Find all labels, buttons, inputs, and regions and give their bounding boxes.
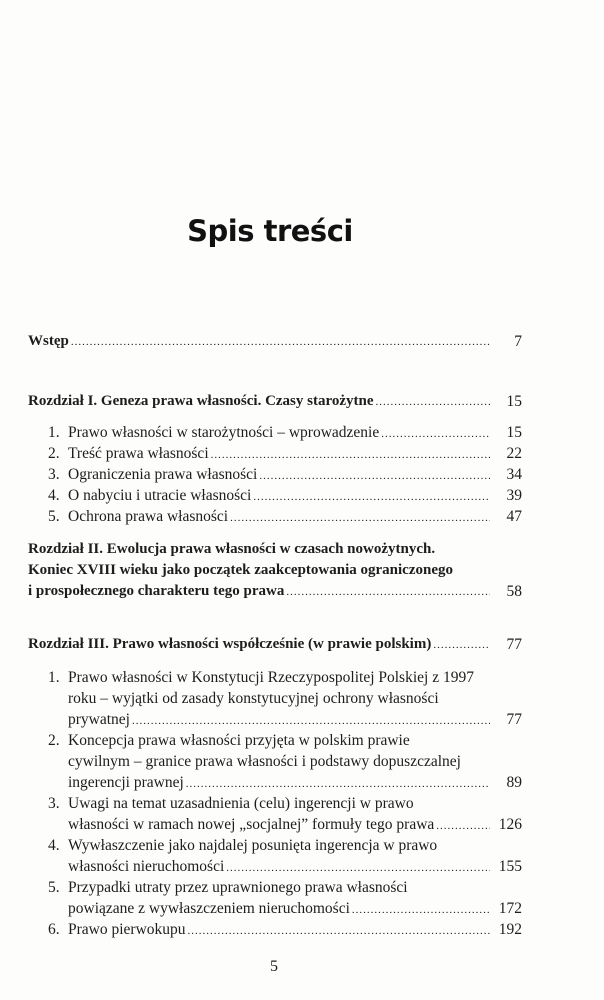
toc-page-number: 58 — [506, 583, 522, 600]
dot-leader — [352, 898, 490, 919]
toc-item-number: 6. — [48, 921, 60, 938]
dot-leader — [211, 443, 490, 464]
dot-leader — [226, 856, 490, 877]
toc-page-number: 7 — [514, 333, 522, 350]
toc-item-line — [68, 688, 520, 709]
toc-item-line — [68, 877, 520, 898]
toc-chapter-line — [28, 560, 520, 581]
toc-entry-text: Prawo własności w starożytności – wprowadzenie — [68, 424, 380, 441]
toc-entry-text: Treść prawa własności — [68, 445, 209, 462]
dot-leader — [186, 772, 490, 793]
toc-item-number: 3. — [48, 466, 60, 483]
page-title: Spis treści — [187, 214, 353, 248]
toc-item-number: 3. — [48, 795, 60, 812]
toc-item-line — [68, 443, 490, 464]
toc-item-line — [68, 751, 520, 772]
toc-entry-text: własności nieruchomości — [68, 858, 225, 875]
toc-item-line — [68, 772, 490, 793]
toc-chapter-line — [28, 539, 520, 560]
toc-item-line — [68, 919, 490, 940]
toc-item-line — [68, 485, 490, 506]
toc-entry-text: Koniec XVIII wieku jako początek zaakceptowania ograniczonego — [28, 562, 453, 578]
toc-item-number: 4. — [48, 487, 60, 504]
toc-page-number: 77 — [506, 636, 522, 653]
toc-page-number: 15 — [506, 424, 522, 441]
toc-page-number: 155 — [498, 858, 522, 875]
toc-chapter-line — [28, 331, 490, 352]
toc-page-number: 22 — [506, 445, 522, 462]
toc-entry-text: powiązane z wywłaszczeniem nieruchomości — [68, 900, 350, 917]
toc-entry-text: Prawo własności w Konstytucji Rzeczypospolitej Polskiej z 1997 — [68, 669, 474, 686]
toc-item-line — [68, 730, 520, 751]
toc-item-number: 2. — [48, 445, 60, 462]
toc-entry-text: Rozdział III. Prawo własności współcześnie (w prawie polskim) — [28, 636, 432, 652]
toc-page-number: 15 — [506, 393, 522, 410]
toc-chapter-line — [28, 581, 490, 602]
toc-item-line — [68, 898, 490, 919]
toc-item-line — [68, 835, 520, 856]
dot-leader — [433, 634, 490, 655]
toc-chapter-line — [28, 634, 490, 655]
toc-item-number: 5. — [48, 879, 60, 896]
toc-page-number: 77 — [506, 711, 522, 728]
toc-item-number: 2. — [48, 732, 60, 749]
toc-page-number: 126 — [498, 816, 522, 833]
toc-chapter-line — [28, 391, 490, 412]
toc-entry-text: własności w ramach nowej „socjalnej” formuły tego prawa — [68, 816, 435, 833]
toc-item-line — [68, 422, 490, 443]
toc-entry-text: Prawo pierwokupu — [68, 921, 186, 938]
dot-leader — [376, 391, 490, 412]
toc-page-number: 34 — [506, 466, 522, 483]
toc-item-number: 1. — [48, 424, 60, 441]
toc-entry-text: i prospołecznego charakteru tego prawa — [28, 583, 285, 599]
toc-item-line — [68, 856, 490, 877]
toc-entry-text: Ograniczenia prawa własności — [68, 466, 258, 483]
toc-item-number: 4. — [48, 837, 60, 854]
toc-entry-text: Rozdział II. Ewolucja prawa własności w czasach nowożytnych. — [28, 541, 436, 557]
dot-leader — [253, 485, 490, 506]
toc-entry-text: Przypadki utraty przez uprawnionego prawa własności — [68, 879, 408, 896]
dot-leader — [188, 919, 490, 940]
toc-item-line — [68, 814, 490, 835]
toc-entry-text: cywilnym – granice prawa własności i podstawy dopuszczalnej — [68, 753, 461, 770]
toc-item-line — [68, 506, 490, 527]
toc-entry-text: roku – wyjątki od zasady konstytucyjnej ochrony własności — [68, 690, 439, 707]
toc-item-number: 1. — [48, 669, 60, 686]
toc-item-line — [68, 667, 520, 688]
toc-entry-text: O nabyciu i utracie własności — [68, 487, 252, 504]
toc-entry-text: Uwagi na temat uzasadnienia (celu) ingerencji w prawo — [68, 795, 414, 812]
toc-entry-text: Ochrona prawa własności — [68, 508, 229, 525]
toc-entry-text: prywatnej — [68, 711, 130, 728]
toc-item-number: 5. — [48, 508, 60, 525]
toc-item-line — [68, 464, 490, 485]
toc-page-number: 192 — [498, 921, 522, 938]
toc-entry-text: Wywłaszczenie jako najdalej posunięta ingerencja w prawo — [68, 837, 438, 854]
toc-item-line — [68, 793, 520, 814]
toc-page-number: 47 — [506, 508, 522, 525]
dot-leader — [436, 814, 490, 835]
dot-leader — [132, 709, 490, 730]
toc-page-number: 39 — [506, 487, 522, 504]
page-number: 5 — [270, 958, 278, 975]
toc-item-line — [68, 709, 490, 730]
dot-leader — [71, 331, 490, 352]
toc-entry-text: Koncepcja prawa własności przyjęta w polskim prawie — [68, 732, 410, 749]
dot-leader — [259, 464, 490, 485]
toc-page-number: 172 — [498, 900, 522, 917]
dot-leader — [230, 506, 490, 527]
dot-leader — [381, 422, 490, 443]
toc-entry-text: ingerencji prawnej — [68, 774, 184, 791]
toc-entry-text: Wstęp — [28, 333, 69, 349]
dot-leader — [286, 581, 490, 602]
toc-page-number: 89 — [506, 774, 522, 791]
toc-entry-text: Rozdział I. Geneza prawa własności. Czasy starożytne — [28, 393, 374, 409]
